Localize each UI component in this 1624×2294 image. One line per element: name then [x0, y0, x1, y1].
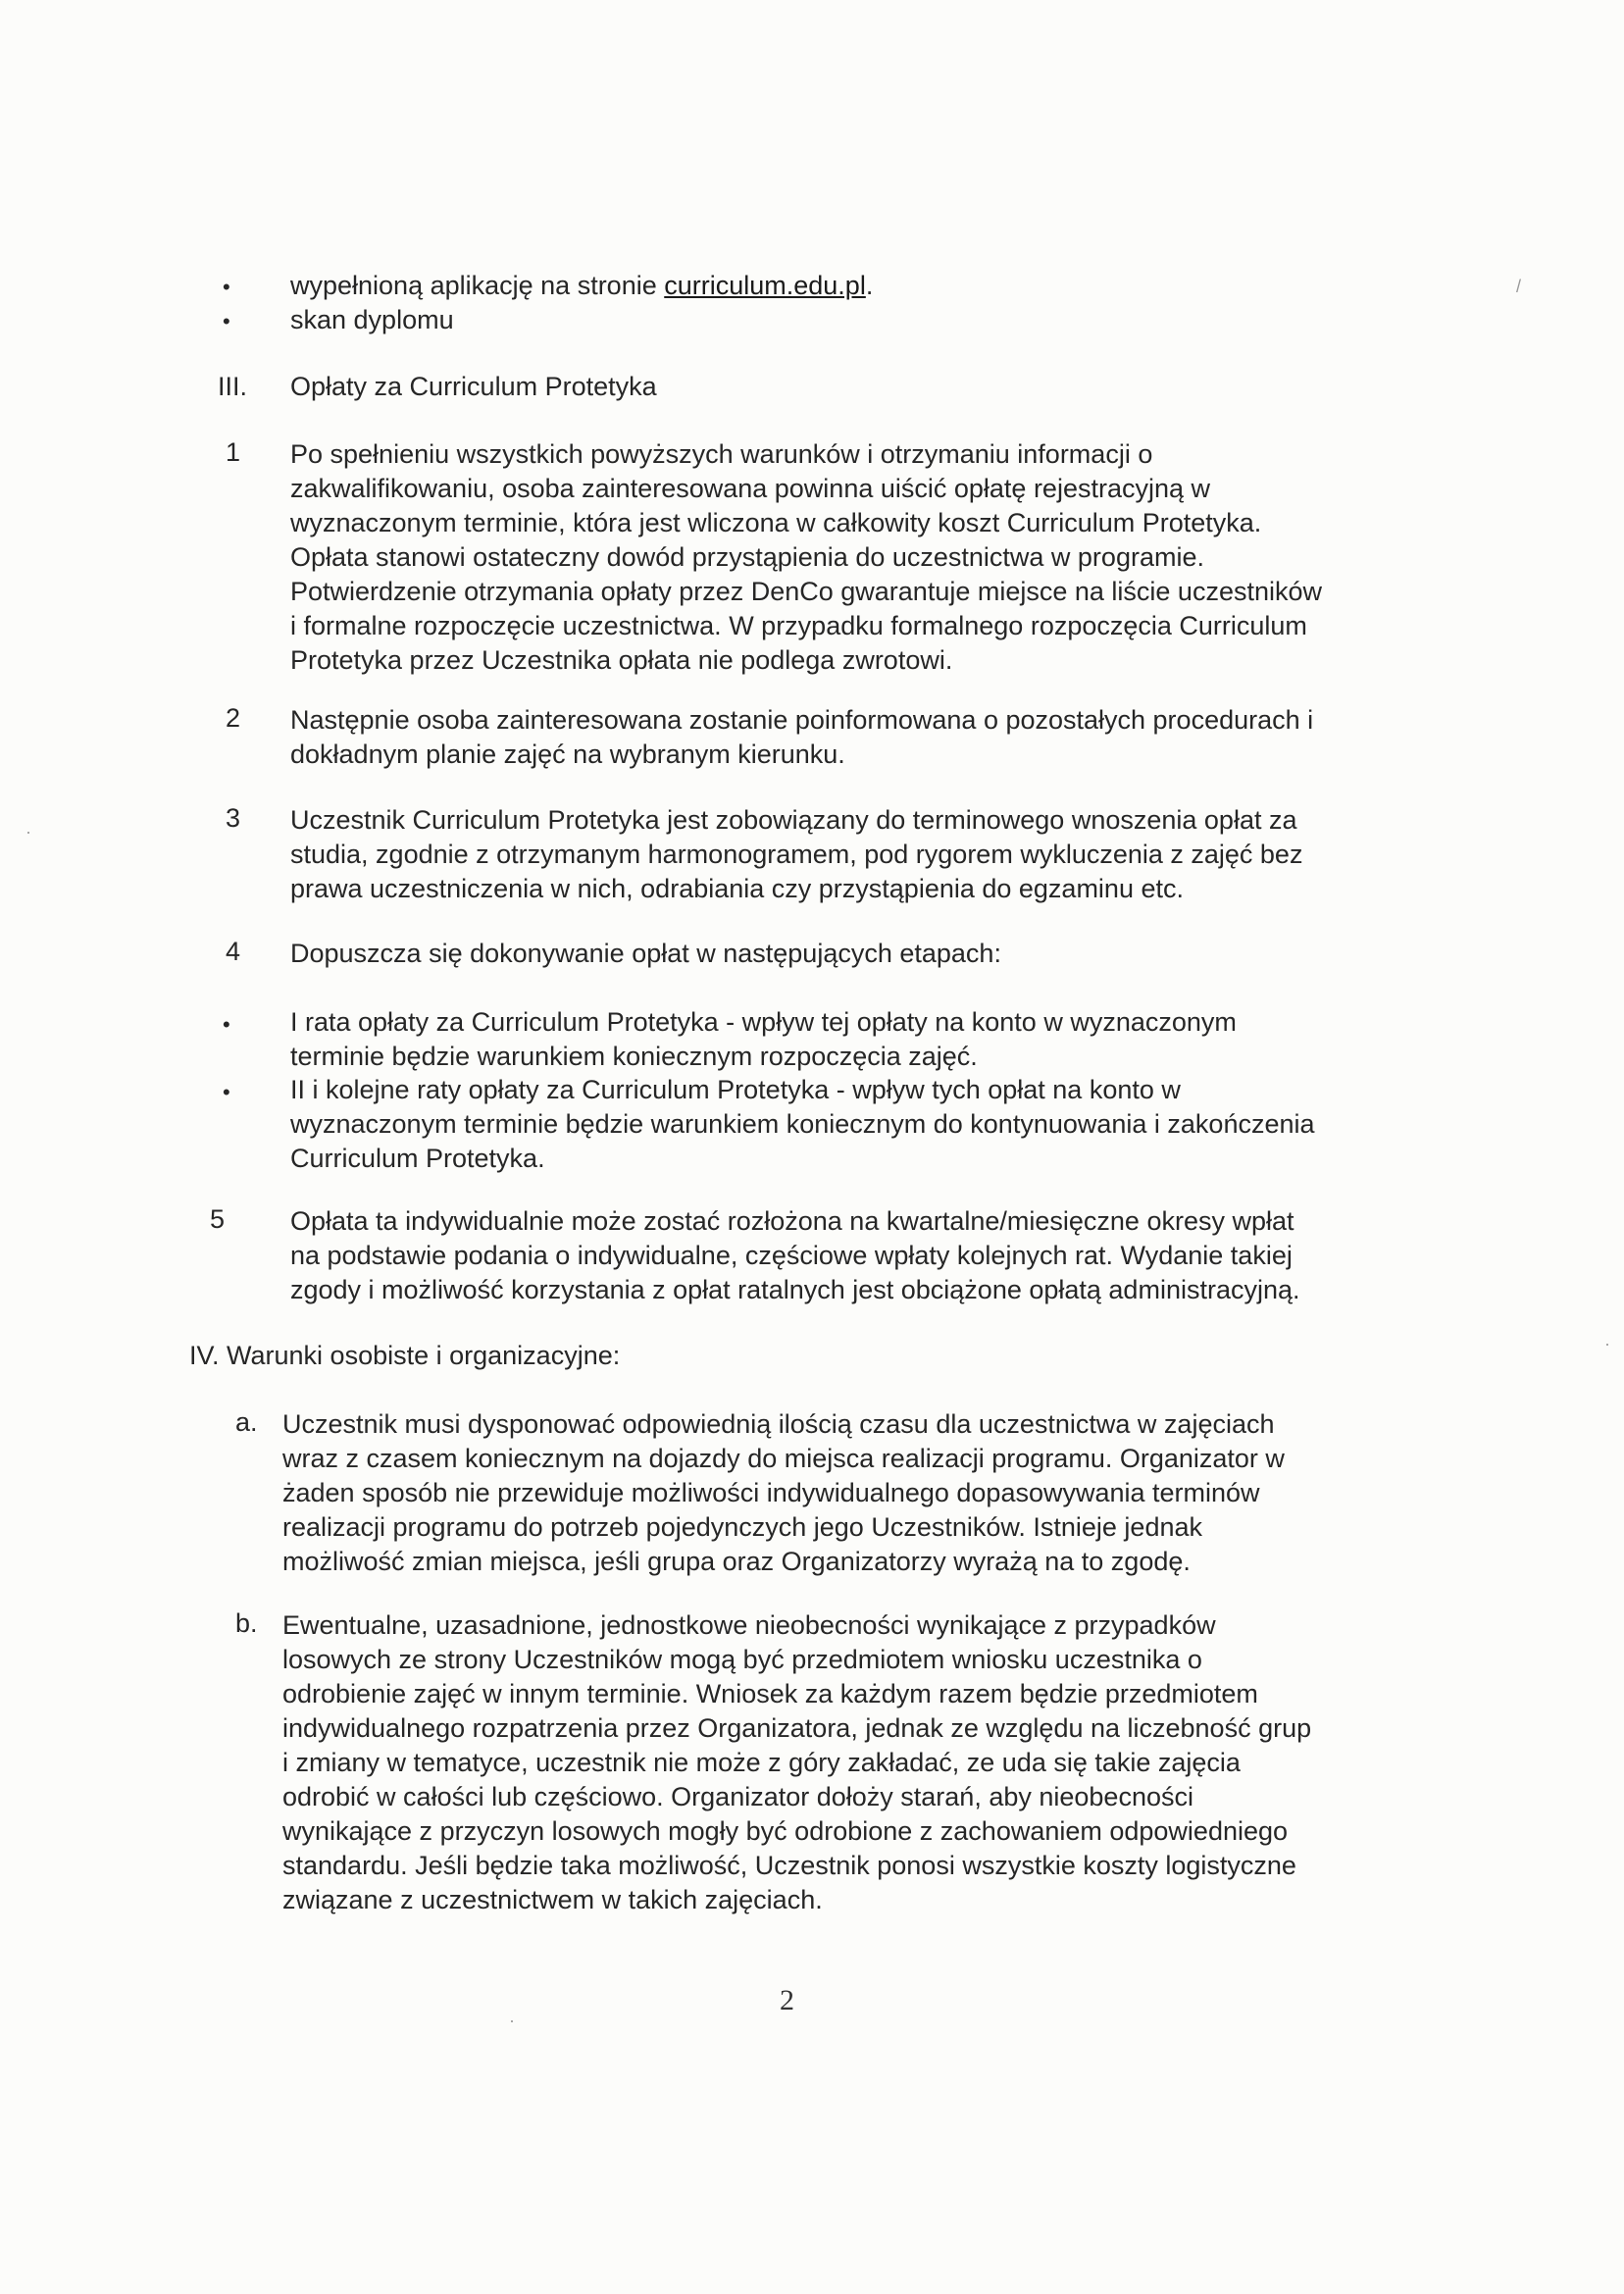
text-line: dokładnym planie zajęć na wybranym kierunku. — [290, 739, 845, 769]
item-letter: b. — [235, 1608, 258, 1638]
text-line: wyznaczonym terminie, która jest wliczona w całkowity koszt Curriculum Protetyka. — [290, 508, 1262, 537]
text-line: Opłata ta indywidualnie może zostać rozłożona na kwartalne/miesięczne okresy wpłat — [290, 1206, 1294, 1236]
point-3-text — [290, 803, 1302, 906]
text-line: Potwierdzenie otrzymania opłaty przez DenCo gwarantuje miejsce na liście uczestników — [290, 577, 1322, 606]
text-line: i zmiany w tematyce, uczestnik nie może z góry zakładać, ze uda się takie zajęcia — [282, 1748, 1241, 1777]
text-line: na podstawie podania o indywidualne, częściowe wpłaty kolejnych rat. Wydanie takiej — [290, 1241, 1293, 1270]
bullet-marker: • — [223, 275, 230, 299]
intro-bullet-prefix: wypełnioną aplikację na stronie — [290, 271, 665, 300]
text-line: Opłata stanowi ostateczny dowód przystąpienia do uczestnictwa w programie. — [290, 542, 1204, 572]
text-line: terminie będzie warunkiem koniecznym rozpoczęcia zajęć. — [290, 1042, 978, 1071]
item-a-text — [282, 1407, 1285, 1579]
text-line: zakwalifikowaniu, osoba zainteresowana powinna uiścić opłatę rejestracyjną w — [290, 474, 1210, 503]
text-line: II i kolejne raty opłaty za Curriculum Protetyka - wpływ tych opłat na konto w — [290, 1075, 1181, 1104]
item-b-text — [282, 1608, 1311, 1917]
point-number: 4 — [226, 937, 241, 966]
intro-bullet-suffix: . — [865, 271, 874, 300]
text-line: zgody i możliwość korzystania z opłat ratalnych jest obciążone opłatą administracyjną. — [290, 1275, 1300, 1304]
scan-speck: / — [1516, 277, 1522, 296]
text-line: i formalne rozpoczęcie uczestnictwa. W przypadku formalnego rozpoczęcia Curriculum — [290, 611, 1307, 640]
text-line: odrobienie zajęć w innym terminie. Wniosek za każdym razem będzie przedmiotem — [282, 1679, 1258, 1708]
point-number: 5 — [210, 1204, 226, 1234]
text-line: Uczestnik musi dysponować odpowiednią ilością czasu dla uczestnictwa w zajęciach — [282, 1409, 1275, 1439]
text-line: indywidualnego rozpatrzenia przez Organizatora, jednak ze względu na liczebność grup — [282, 1713, 1312, 1743]
installment-subsequent — [290, 1073, 1315, 1176]
section-4-title: IV. Warunki osobiste i organizacyjne: — [189, 1341, 621, 1370]
point-number: 3 — [226, 803, 241, 833]
text-line: Następnie osoba zainteresowana zostanie poinformowana o pozostałych procedurach i — [290, 705, 1314, 735]
point-number: 2 — [226, 703, 241, 733]
text-line: Curriculum Protetyka. — [290, 1144, 545, 1173]
scan-speck: · — [509, 2011, 515, 2030]
intro-bullet-application — [290, 269, 873, 303]
text-line: możliwość zmian miejsca, jeśli grupa oraz Organizatorzy wyrażą na to zgodę. — [282, 1547, 1191, 1576]
bullet-marker: • — [223, 309, 230, 333]
bullet-marker: • — [223, 1080, 230, 1104]
text-line: związane z uczestnictwem w takich zajęciach. — [282, 1885, 823, 1914]
text-line: losowych ze strony Uczestników mogą być przedmiotem wniosku uczestnika o — [282, 1645, 1202, 1674]
point-1-text — [290, 437, 1322, 678]
text-line: standardu. Jeśli będzie taka możliwość, Uczestnik ponosi wszystkie koszty logistyczne — [282, 1851, 1296, 1880]
item-letter: a. — [235, 1407, 258, 1437]
text-line: studia, zgodnie z otrzymanym harmonogramem, pod rygorem wykluczenia z zajęć bez — [290, 840, 1303, 869]
text-line: Uczestnik Curriculum Protetyka jest zobowiązany do terminowego wnoszenia opłat za — [290, 805, 1297, 835]
text-line: Po spełnieniu wszystkich powyższych warunków i otrzymaniu informacji o — [290, 439, 1153, 469]
curriculum-link[interactable]: curriculum.edu.pl — [664, 271, 866, 300]
page-number: 2 — [780, 1984, 794, 2016]
text-line: I rata opłaty za Curriculum Protetyka - wpływ tej opłaty na konto w wyznaczonym — [290, 1007, 1237, 1037]
text-line: prawa uczestniczenia w nich, odrabiania czy przystąpienia do egzaminu etc. — [290, 874, 1184, 903]
text-line: odrobić w całości lub częściowo. Organizator dołoży starań, aby nieobecności — [282, 1782, 1193, 1811]
intro-bullet-diploma: skan dyplomu — [290, 305, 454, 334]
section-3-numeral: III. — [218, 372, 248, 401]
text-line: Ewentualne, uzasadnione, jednostkowe nieobecności wynikające z przypadków — [282, 1610, 1216, 1640]
text-line: wraz z czasem koniecznym na dojazdy do miejsca realizacji programu. Organizator w — [282, 1444, 1285, 1473]
point-5-text — [290, 1204, 1300, 1307]
bullet-marker: • — [223, 1012, 230, 1037]
text-line: Protetyka przez Uczestnika opłata nie podlega zwrotowi. — [290, 645, 953, 675]
scan-speck: · — [1604, 1334, 1610, 1353]
point-number: 1 — [226, 437, 241, 467]
section-3-title: Opłaty za Curriculum Protetyka — [290, 372, 657, 401]
text-line: żaden sposób nie przewiduje możliwości indywidualnego dopasowywania terminów — [282, 1478, 1260, 1507]
text-line: Dopuszcza się dokonywanie opłat w następujących etapach: — [290, 939, 1001, 968]
installment-first — [290, 1005, 1237, 1074]
text-line: wynikające z przyczyn losowych mogły być odrobione z zachowaniem odpowiedniego — [282, 1816, 1289, 1846]
text-line: wyznaczonym terminie będzie warunkiem koniecznym do kontynuowania i zakończenia — [290, 1109, 1315, 1139]
point-2-text — [290, 703, 1313, 772]
text-line: realizacji programu do potrzeb pojedynczych jego Uczestników. Istnieje jednak — [282, 1512, 1202, 1542]
scan-speck: · — [25, 822, 31, 841]
point-4-text — [290, 937, 1001, 971]
